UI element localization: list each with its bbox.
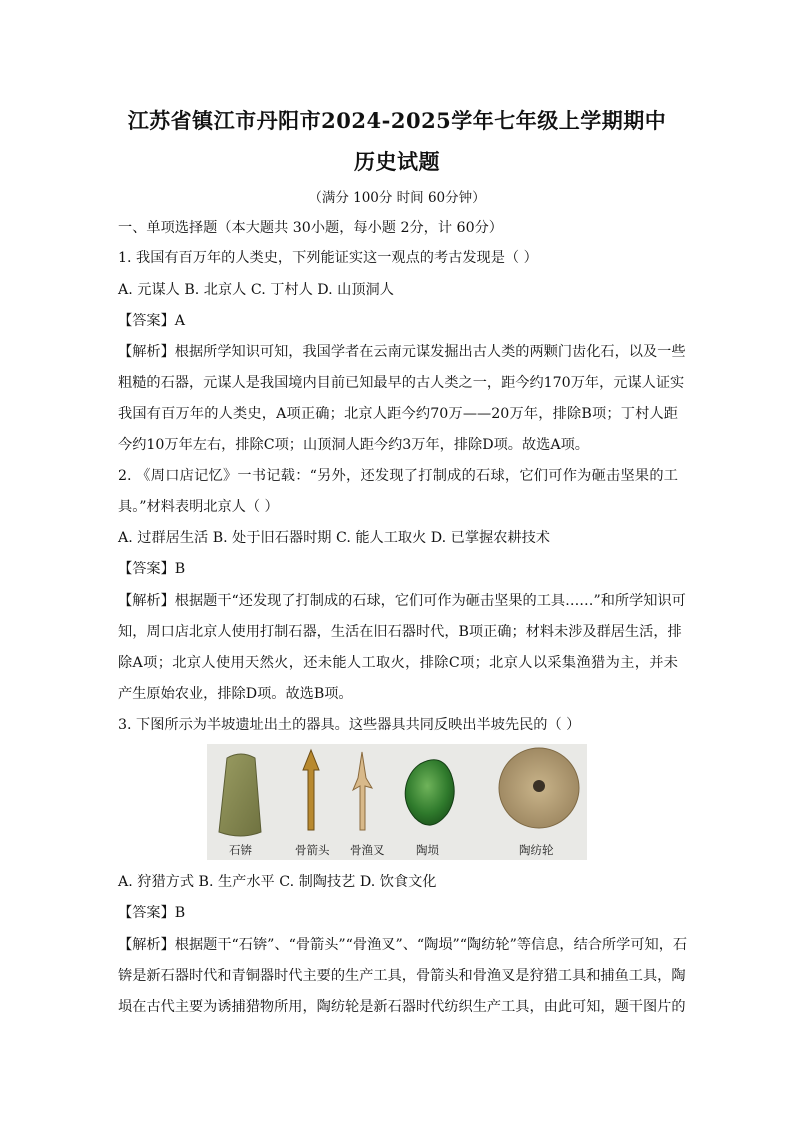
figure-caption: 骨渔叉: [350, 843, 385, 857]
question-3-analysis-line: 埙在古代主要为诱捕猎物所用，陶纺轮是新石器时代纺织生产工具，由此可知，题干图片的: [118, 999, 686, 1015]
artifacts-figure: [207, 744, 587, 860]
question-1-analysis-line: 【解析】根据所学知识可知，我国学者在云南元谋发掘出古人类的两颗门齿化石，以及一些: [118, 344, 686, 360]
question-2-stem: 2. 《周口店记忆》一书记载：“另外，还发现了打制成的石球，它们可作为砸击坚果的工: [118, 468, 678, 484]
question-1-answer: 【答案】A: [118, 313, 185, 329]
question-2-analysis-line: 除A项；北京人使用天然火，还未能人工取火，排除C项；北京人以采集渔猎为主，并未: [118, 655, 678, 671]
figure-caption: 陶纺轮: [519, 843, 554, 857]
bone-harpoon: [353, 752, 372, 830]
figure-caption: 石锛: [229, 843, 252, 857]
question-1-options: A. 元谋人 B. 北京人 C. 丁村人 D. 山顶洞人: [118, 282, 394, 298]
question-1-stem: 1. 我国有百万年的人类史，下列能证实这一观点的考古发现是（ ）: [118, 250, 538, 266]
question-3-analysis-line: 【解析】根据题干“石锛”、“骨箭头”“骨渔叉”、“陶埙”“陶纺轮”等信息，结合所学可知，石: [118, 937, 688, 953]
figure-caption: 陶埙: [416, 843, 439, 857]
bone-arrowhead: [303, 750, 319, 830]
figure-caption: 骨箭头: [295, 843, 330, 857]
exam-title: 江苏省镇江市丹阳市2024-2025学年七年级上学期期中: [127, 108, 667, 133]
exam-subject-title: 历史试题: [354, 149, 440, 174]
question-2-answer: 【答案】B: [118, 561, 186, 577]
stone-adze: [219, 754, 261, 836]
exam-meta: （满分 100分 时间 60分钟）: [308, 190, 486, 206]
question-3-analysis-line: 锛是新石器时代和青铜器时代主要的生产工具，骨箭头和骨渔叉是狩猎工具和捕鱼工具，陶: [118, 968, 686, 984]
question-1-analysis-line: 今约10万年左右，排除C项；山顶洞人距今约3万年，排除D项。故选A项。: [118, 437, 589, 453]
question-2-analysis-line: 【解析】根据题干“还发现了打制成的石球，它们可作为砸击坚果的工具……”和所学知识可: [118, 593, 686, 609]
question-3-stem: 3. 下图所示为半坡遗址出土的器具。这些器具共同反映出半坡先民的（ ）: [118, 717, 581, 733]
section-heading: 一、单项选择题（本大题共 30小题，每小题 2分，计 60分）: [118, 220, 503, 236]
question-1-analysis-line: 我国有百万年的人类史，A项正确；北京人距今约70万——20万年，排除B项；丁村人距: [118, 406, 678, 422]
question-2-options: A. 过群居生活 B. 处于旧石器时期 C. 能人工取火 D. 已掌握农耕技术: [118, 530, 550, 546]
question-2-analysis-line: 知，周口店北京人使用打制石器，生活在旧石器时代，B项正确；材料未涉及群居生活，排: [118, 624, 682, 640]
question-2-stem: 具。”材料表明北京人（ ）: [118, 499, 279, 515]
pottery-xun: [405, 760, 454, 825]
question-3-options: A. 狩猎方式 B. 生产水平 C. 制陶技艺 D. 饮食文化: [118, 874, 437, 890]
spindle-whorl-hole: [533, 780, 545, 792]
question-1-analysis-line: 粗糙的石器，元谋人是我国境内目前已知最早的古人类之一，距今约170万年，元谋人证实: [118, 375, 685, 391]
question-3-answer: 【答案】B: [118, 905, 186, 921]
question-2-analysis-line: 产生原始农业，排除D项。故选B项。: [118, 686, 353, 702]
